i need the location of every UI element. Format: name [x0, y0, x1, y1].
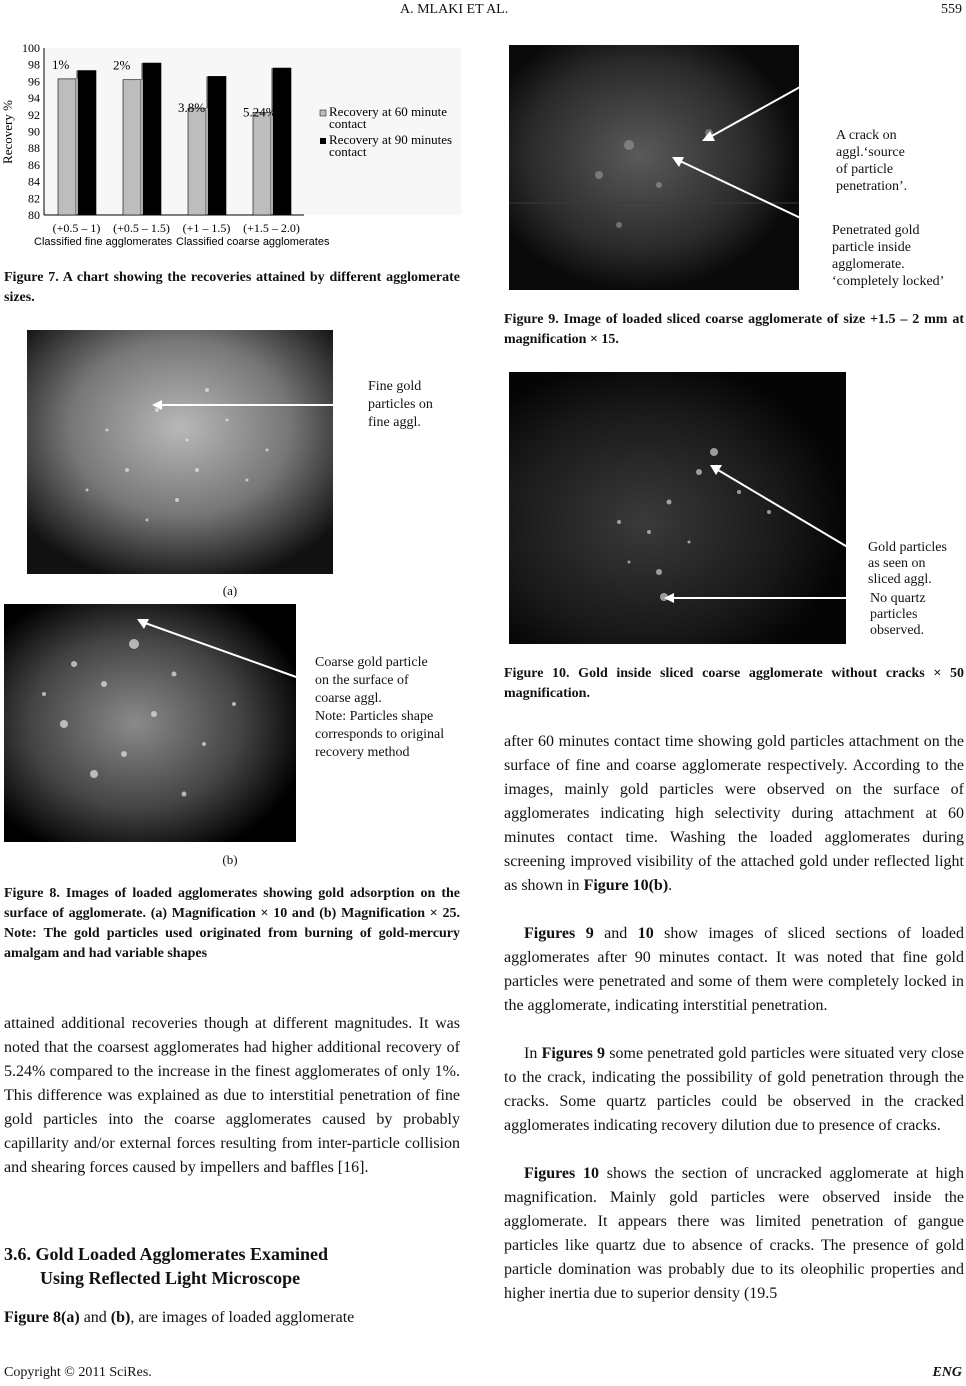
fig10-annotation-line: sliced aggl.	[868, 572, 932, 587]
figure-ref: Figure 8(a)	[4, 1309, 80, 1326]
fig10-annotation-line: as seen on	[868, 556, 926, 571]
legend-swatch-60	[320, 110, 326, 116]
bar-60min	[188, 108, 206, 215]
fig10-quartz-annotation	[870, 591, 926, 639]
bar-annotation: 1%	[52, 56, 70, 72]
bar-90min	[143, 63, 161, 215]
page-number: 559	[941, 2, 962, 17]
figure-ref: Figures 9	[541, 1045, 606, 1062]
fig10-annotation-line: particles	[870, 607, 918, 622]
group-label-fine: Classified fine agglomerates	[34, 236, 173, 248]
text-span: and	[593, 925, 638, 942]
text-span: In	[524, 1045, 542, 1062]
y-tick-label: 88	[28, 141, 40, 156]
copyright: Copyright © 2011 SciRes.	[4, 1365, 152, 1380]
fig8b-annotation-line: corresponds to original	[315, 727, 445, 742]
fig8b-annotation-line: Note: Particles shape	[315, 709, 434, 724]
fig8b-annotation-line: coarse aggl.	[315, 691, 382, 706]
fig8b-annotation-line: Coarse gold particle	[315, 655, 428, 670]
figure-10-caption: Figure 10. Gold inside sliced coarse agglomerate without cracks × 50 magnification.	[504, 666, 964, 701]
running-head: A. MLAKI ET AL.	[400, 2, 509, 17]
fig10-gold-annotation	[868, 540, 947, 588]
bar-90min	[78, 71, 96, 215]
figure-ref: Figure 10(b)	[583, 877, 669, 894]
bar-90min	[273, 68, 291, 215]
legend-label-90-line1: Recovery at 90 minutes	[329, 132, 453, 147]
fig8a-arrow	[150, 395, 360, 415]
fig8b-annotation	[315, 654, 444, 762]
fig10-annotation-line: observed.	[870, 623, 925, 638]
bar-annotation: 3.8%	[178, 100, 206, 116]
category-label: (+1.5 – 2.0)	[243, 221, 300, 235]
category-label: (+1 – 1.5)	[182, 221, 231, 235]
legend-label-60-line2: contact	[329, 116, 367, 131]
fig8a-annotation-line: Fine gold	[368, 379, 422, 394]
fig8a-annotation	[368, 378, 433, 432]
y-tick-label: 80	[28, 208, 40, 222]
legend-label-60-line1: Recovery at 60 minute	[329, 104, 448, 119]
fig10-annotation-line: Gold particles	[868, 540, 947, 555]
right-paragraph-4	[504, 1162, 964, 1306]
fig8a-annotation-line: particles on	[368, 397, 433, 412]
text-span: and	[79, 1309, 111, 1326]
figure-ref: (b)	[110, 1309, 131, 1326]
legend-label-90-line2: contact	[329, 144, 367, 159]
y-tick-label: 90	[28, 124, 40, 139]
figure-ref: Figures 9	[524, 925, 594, 942]
bar-60min	[123, 80, 141, 215]
text-span: , are images of loaded agglomerate	[130, 1309, 355, 1326]
group-label-coarse: Classified coarse agglomerates	[176, 236, 330, 248]
text-span: some penetrated gold particles were situated very close to the crack, indicating the possibility of gold penetration through the cracks. Some quartz particles could be observed in the cracked agglomerates indicating recovery dilution due to presence of cracks.	[504, 1045, 965, 1134]
right-paragraph-2	[504, 922, 964, 1018]
fig9-annotation-line: Penetrated gold	[832, 223, 920, 238]
fig9-annotation-line: ‘completely locked’	[832, 274, 945, 289]
fig9-annotation-line: particle inside	[832, 240, 911, 255]
text-span: shows the section of uncracked agglomerate at high magnification. Mainly gold particles were observed inside the agglomerate. It appears there was limited penetration of gangue particles like quartz due to absence of cracks. The presence of gold particle domination was probably due to its oleophilic properties and higher inertia due to superior density (19.5	[504, 1165, 965, 1302]
y-tick-label: 82	[28, 191, 40, 206]
figure-8a-micrograph	[27, 330, 333, 574]
fig10-arrow-quartz	[662, 590, 862, 610]
left-paragraph: attained additional recoveries though at different magnitudes. It was noted that the coarsest agglomerates had higher additional recovery of 5.24% compared to the increase in the finest agglomerates of only 1%. This difference was explained as due to interstitial penetration of fine gold particles into the coarse agglomerates caused by probably capillarity and/or external forces resulting from inter-particle collision and shearing forces caused by impellers and baffles [16].	[4, 1015, 460, 1176]
fig9-crack-annotation	[836, 127, 907, 195]
text-span: after 60 minutes contact time showing gold particles attachment on the surface of fine and coarse agglomerate respectively. According to the images, mainly gold particles were observed on the surface of agglomerates indicating high selectivity during attachment at 60 minutes contact time. Washing the loaded agglomerates during screening improved visibility of the attached gold under reflected light as shown in	[504, 733, 964, 894]
y-tick-label: 94	[28, 91, 40, 106]
fig8b-annotation-line: on the surface of	[315, 673, 409, 688]
bar-annotation: 2%	[113, 57, 131, 73]
bar-90min	[208, 76, 226, 215]
fig9-annotation-line: A crack on	[836, 128, 897, 143]
figure-8b-label: (b)	[222, 852, 238, 867]
fig10-arrow-gold	[708, 462, 868, 562]
section-heading-line1: 3.6. Gold Loaded Agglomerates Examined	[4, 1244, 329, 1264]
fig9-arrow-penetrated	[670, 155, 830, 235]
left-last-line	[4, 1306, 460, 1330]
fig9-annotation-line: aggl.‘source	[836, 145, 905, 160]
page-header	[0, 2, 966, 22]
bar-60min	[58, 79, 76, 215]
fig8b-arrow	[135, 615, 315, 685]
y-tick-label: 96	[28, 74, 40, 89]
y-tick-label: 98	[28, 57, 40, 72]
y-axis-label: Recovery %	[0, 100, 15, 164]
figure-7-caption: Figure 7. A chart showing the recoveries attained by different agglomerate sizes.	[4, 270, 460, 305]
category-label: (+0.5 – 1)	[52, 221, 101, 235]
bar-annotation: 5.24%	[243, 104, 277, 120]
figure-ref: Figures 10	[524, 1165, 600, 1182]
section-heading	[4, 1242, 460, 1290]
fig8a-annotation-line: fine aggl.	[368, 415, 421, 430]
page-footer	[0, 1365, 966, 1385]
figure-8a-label: (a)	[222, 583, 238, 598]
journal-brand: ENG	[932, 1365, 962, 1380]
fig9-penetrated-annotation	[832, 222, 944, 290]
figure-9-caption: Figure 9. Image of loaded sliced coarse agglomerate of size +1.5 – 2 mm at magnification × 15.	[504, 312, 964, 347]
figure-ref: 10	[637, 925, 654, 942]
fig9-annotation-line: agglomerate.	[832, 257, 905, 272]
category-label: (+0.5 – 1.5)	[113, 221, 170, 235]
text-span: .	[668, 877, 673, 894]
fig9-arrow-crack	[700, 75, 820, 145]
bar-60min	[253, 112, 271, 215]
y-tick-label: 100	[22, 41, 40, 55]
fig8b-annotation-line: recovery method	[315, 745, 410, 760]
recovery-chart	[0, 40, 470, 255]
y-tick-label: 92	[28, 107, 40, 122]
section-heading-line2: Using Reflected Light Microscope	[40, 1268, 301, 1288]
fig10-annotation-line: No quartz	[870, 591, 926, 606]
category-labels	[53, 221, 300, 235]
text-span: show images of sliced sections of loaded agglomerates after 90 minutes contact. It was noted that fine gold particles were penetrated and some of them were completely locked in the agglomerate, indicating interstitial penetration.	[504, 925, 965, 1014]
figure-8-caption: Figure 8. Images of loaded agglomerates showing gold adsorption on the surface of agglomerate. (a) Magnification × 10 and (b) Magnification × 25. Note: The gold particles used originated from burning of gold-mercury amalgam and had variable shapes	[4, 886, 460, 961]
fig9-annotation-line: of particle	[836, 162, 894, 177]
y-tick-label: 84	[28, 174, 40, 189]
legend-swatch-90	[320, 138, 326, 144]
right-paragraph-3	[504, 1042, 964, 1138]
fig9-annotation-line: penetration’.	[836, 179, 908, 194]
y-tick-label: 86	[28, 157, 40, 172]
right-paragraph-1	[504, 730, 964, 898]
